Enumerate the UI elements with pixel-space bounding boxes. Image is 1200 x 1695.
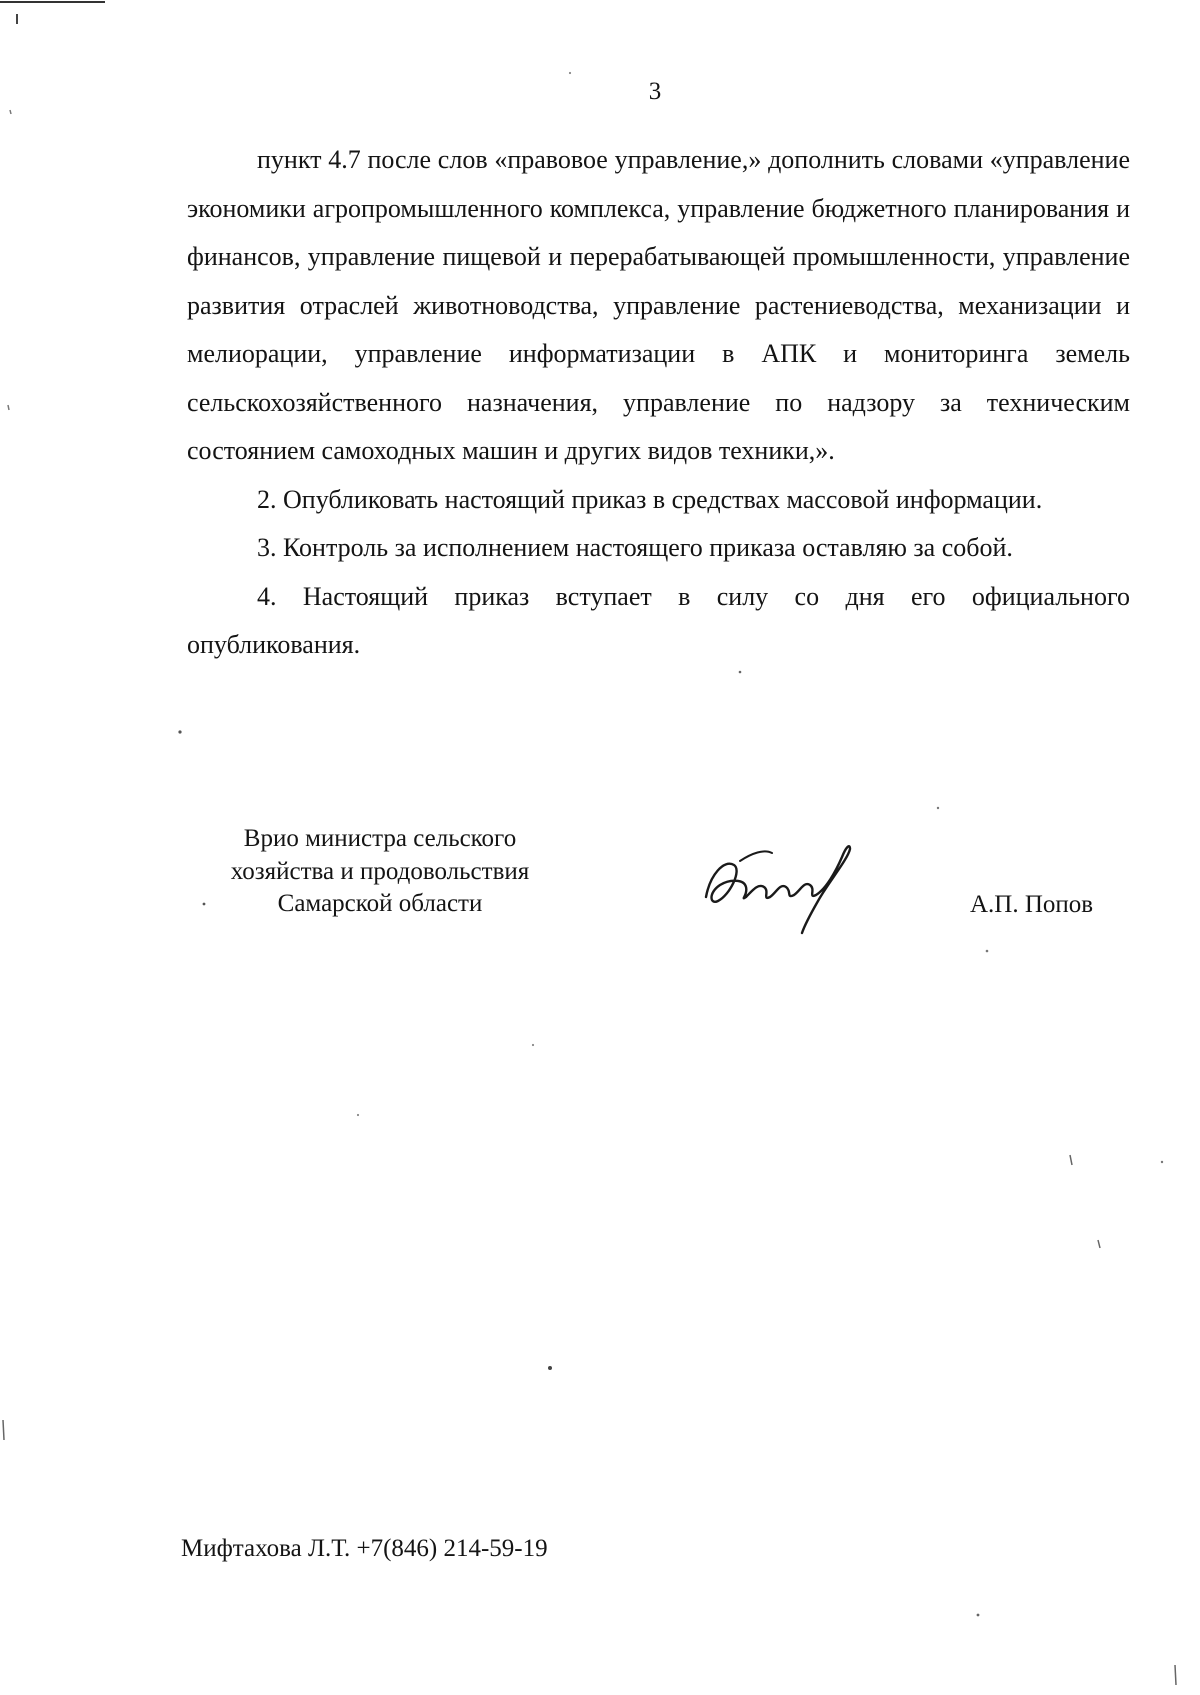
paragraph-effective-date: 4. Настоящий приказ вступает в силу со дня его официального опубликования. [187, 581, 1130, 659]
signatory-position-line: Врио министра сельского [243, 825, 517, 852]
signatory-name: А.П. Попов [970, 891, 1094, 918]
signatory-position-line: хозяйства и продовольствия [230, 857, 530, 885]
document-body [187, 136, 1130, 670]
paragraph-amendment: пункт 4.7 после слов «правовое управление,» дополнить словами «управление экономики агропромышленного комплекса, управление бюджетного планирования и финансов, управление пищевой и перерабатывающей промышленности, управление развития отраслей животноводства, управление растениеводства, механизации и мелиорации, управление информатизации в АПК и мониторинга земель сельскохозяйственного назначения, управление по надзору за техническим состоянием самоходных машин и других видов техники,». [187, 145, 1130, 465]
paragraph-publication: 2. Опубликовать настоящий приказ в средствах массовой информации. [257, 484, 1043, 514]
paragraph-control: 3. Контроль за исполнением настоящего приказа оставляю за собой. [257, 533, 1013, 562]
handwritten-signature [700, 835, 860, 935]
signatory-position [190, 823, 570, 921]
signatory-position-line: Самарской области [277, 890, 483, 917]
page-number: 3 [648, 78, 662, 105]
executor-contact: Мифтахова Л.Т. +7(846) 214-59-19 [181, 1535, 548, 1562]
